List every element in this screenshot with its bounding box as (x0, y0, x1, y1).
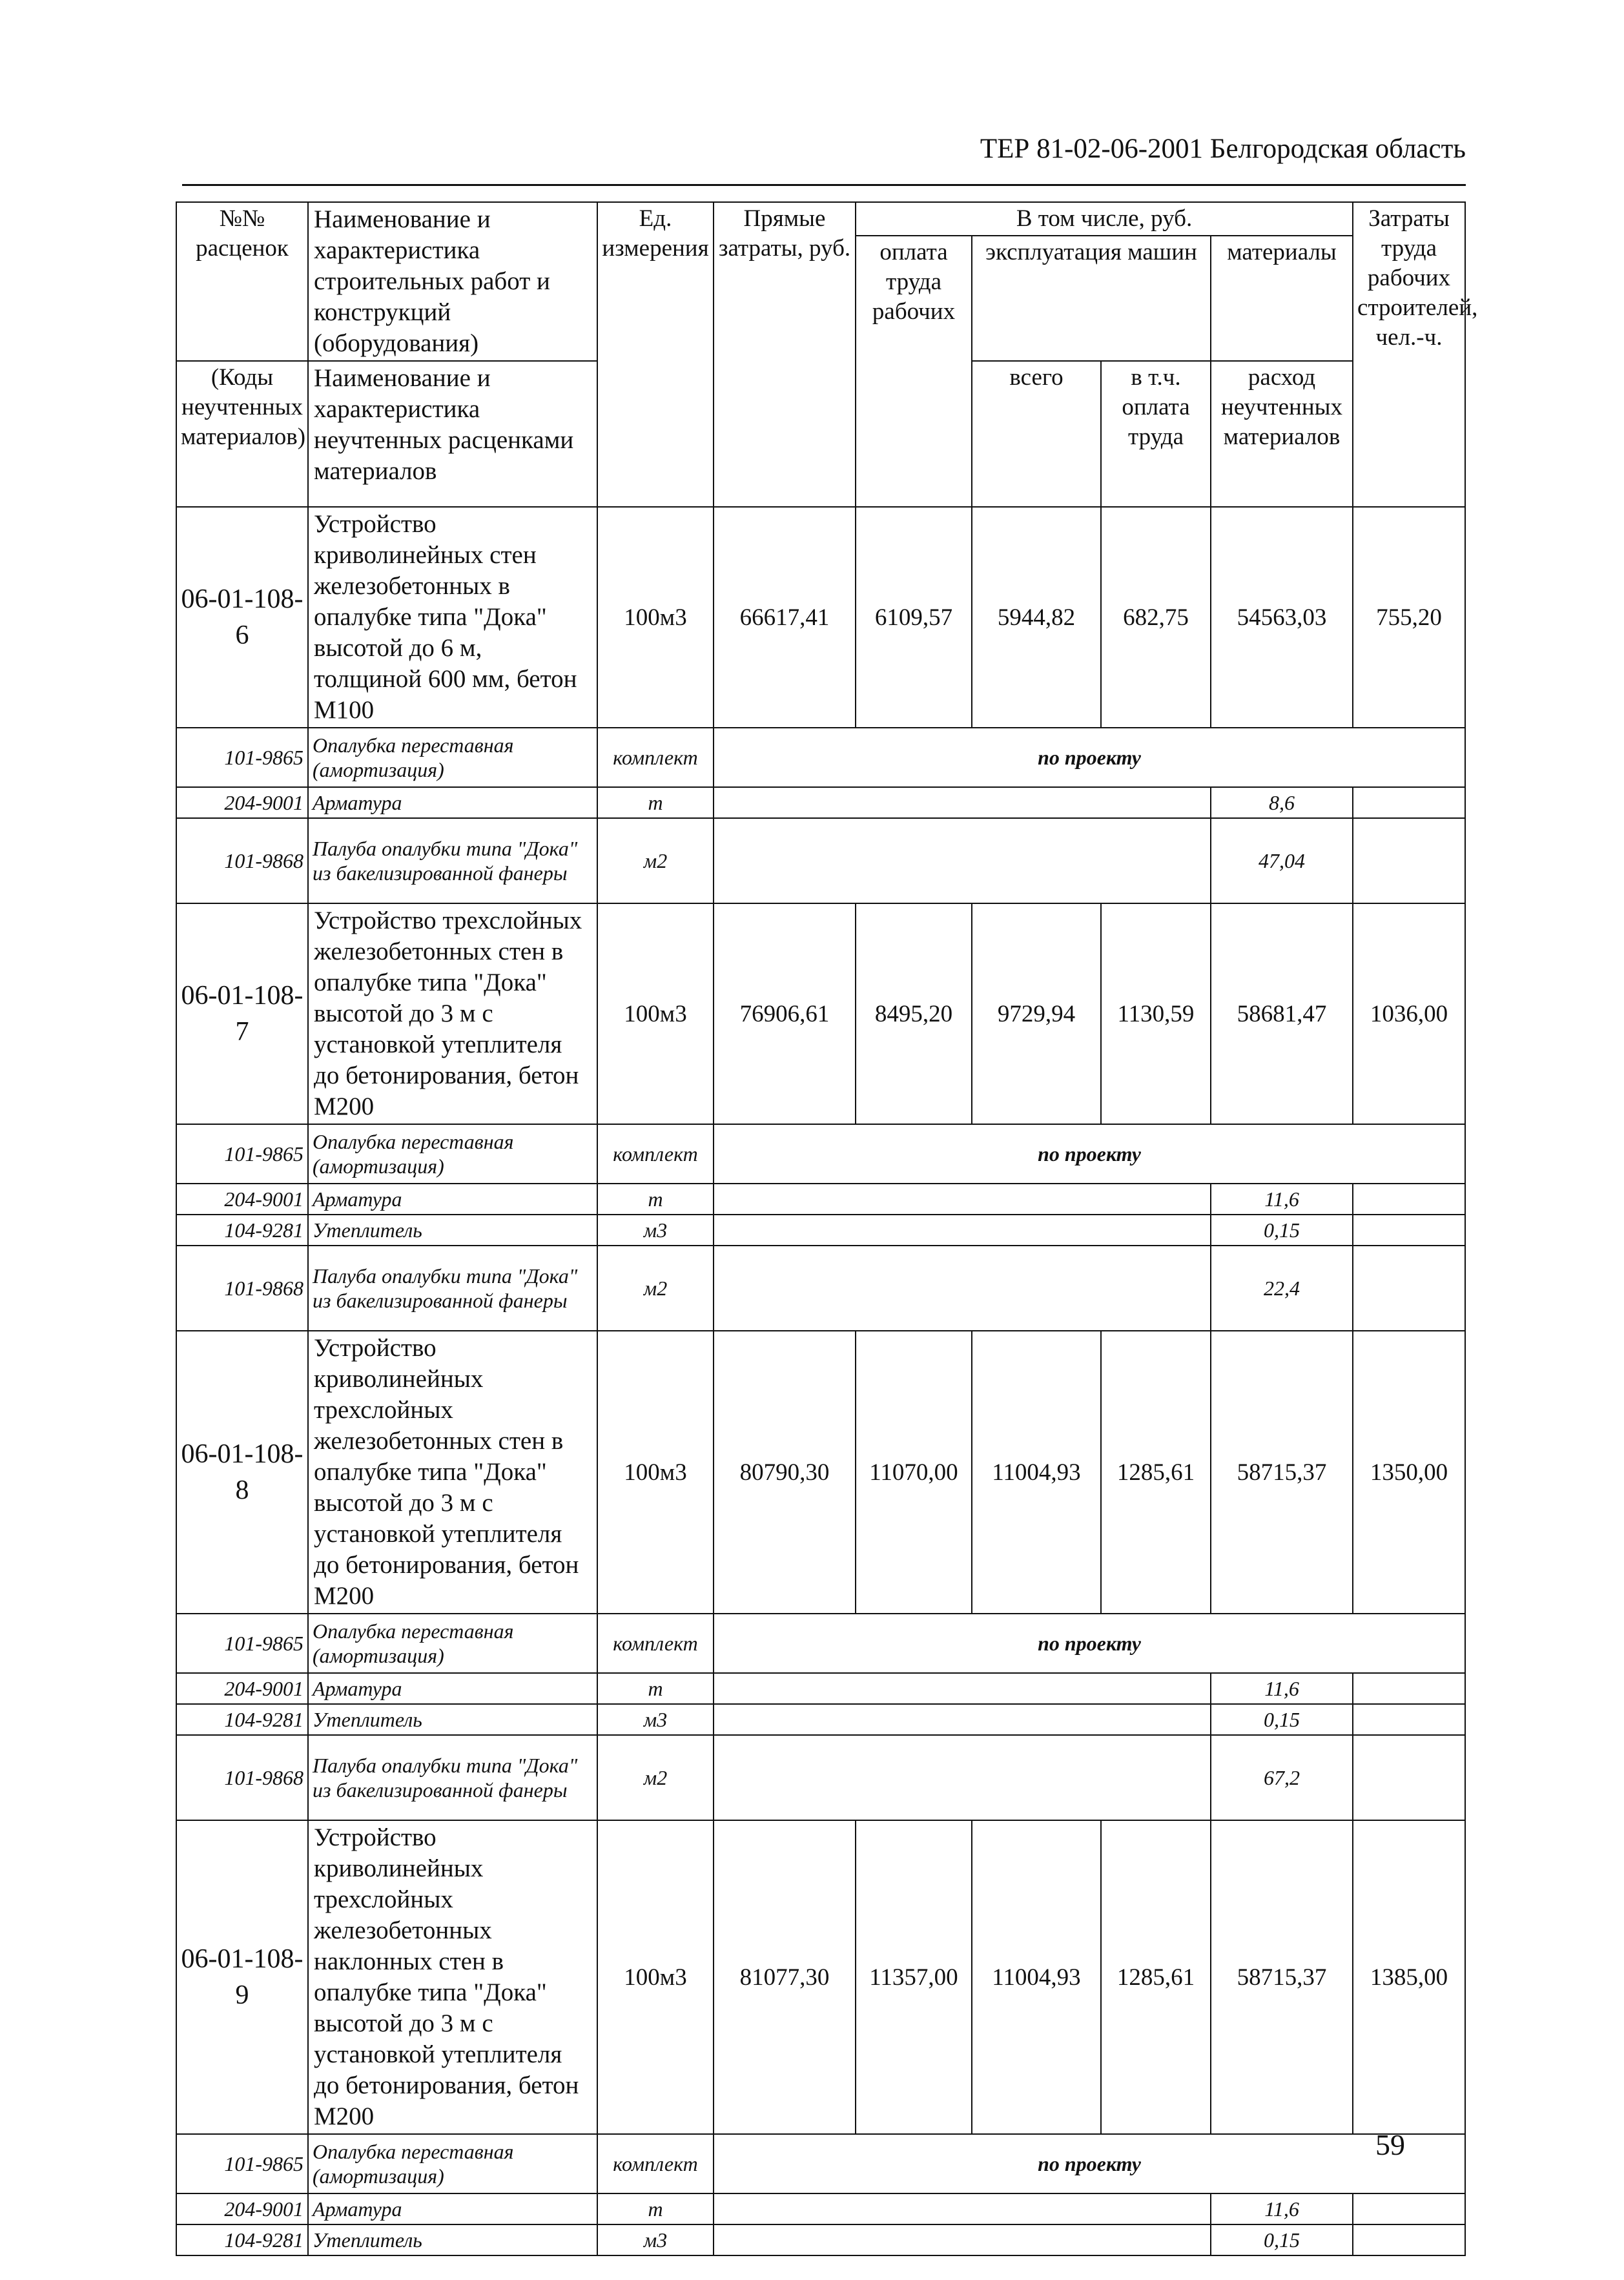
material-row (176, 2224, 1465, 2255)
material-labor-empty (1353, 1246, 1465, 1331)
material-per-project: по проекту (714, 728, 1465, 787)
material-row (176, 1673, 1465, 1704)
header-name-sub: Наименование и характеристика неучтенных расценками материалов (308, 361, 597, 507)
header-including: В том числе, руб. (856, 202, 1353, 236)
rate-name: Устройство криволинейных трехслойных железобетонных стен в опалубке типа "Дока" высотой до 3 м с установкой утеплителя до бетонирования, бетон М200 (308, 1331, 597, 1614)
material-quantity: 0,15 (1211, 2224, 1353, 2255)
material-quantity: 67,2 (1211, 1735, 1353, 1820)
material-unit: т (597, 2193, 714, 2224)
material-unit: комплект (597, 1124, 714, 1184)
material-code: 204-9001 (176, 1184, 308, 1215)
rate-name: Устройство криволинейных трехслойных железобетонных наклонных стен в опалубке типа "Дока" высотой до 3 м с установкой утеплителя до бетонирования, бетон М200 (308, 1820, 597, 2134)
rate-code: 06-01-108-7 (176, 903, 308, 1124)
material-empty-cell (714, 1215, 1211, 1246)
material-unit: т (597, 1184, 714, 1215)
material-name: Арматура (308, 1184, 597, 1215)
rate-labor: 1036,00 (1353, 903, 1465, 1124)
material-quantity: 0,15 (1211, 1704, 1353, 1735)
material-code: 101-9865 (176, 1124, 308, 1184)
material-empty-cell (714, 2224, 1211, 2255)
rate-name: Устройство трехслойных железобетонных стен в опалубке типа "Дока" высотой до 3 м с установкой утеплителя до бетонирования, бетон М200 (308, 903, 597, 1124)
material-code: 104-9281 (176, 1215, 308, 1246)
header-wages: оплата труда рабочих (856, 236, 972, 507)
material-per-project: по проекту (714, 1124, 1465, 1184)
material-name: Палуба опалубки типа "Дока" из бакелизированной фанеры (308, 1246, 597, 1331)
rate-machines-total: 5944,82 (972, 507, 1101, 728)
material-row (176, 1614, 1465, 1673)
material-quantity: 11,6 (1211, 1673, 1353, 1704)
header-code-sub: (Коды неучтенных материалов) (176, 361, 308, 507)
material-quantity: 8,6 (1211, 787, 1353, 818)
rate-row (176, 1820, 1465, 2134)
material-unit: т (597, 787, 714, 818)
rate-direct-costs: 76906,61 (714, 903, 856, 1124)
rate-direct-costs: 81077,30 (714, 1820, 856, 2134)
header-machines: эксплуатация машин (972, 236, 1211, 361)
material-row (176, 2193, 1465, 2224)
header-machines-total: всего (972, 361, 1101, 507)
rate-machines-total: 11004,93 (972, 1331, 1101, 1614)
rate-machines-wages: 1285,61 (1101, 1820, 1211, 2134)
rate-code: 06-01-108-6 (176, 507, 308, 728)
material-unit: комплект (597, 728, 714, 787)
header-unit: Ед. измерения (597, 202, 714, 507)
rate-wages: 6109,57 (856, 507, 972, 728)
rate-machines-wages: 682,75 (1101, 507, 1211, 728)
rate-unit: 100м3 (597, 507, 714, 728)
material-unit: комплект (597, 2134, 714, 2193)
material-row (176, 1124, 1465, 1184)
material-name: Опалубка переставная (амортизация) (308, 1614, 597, 1673)
rate-direct-costs: 80790,30 (714, 1331, 856, 1614)
header-machines-wages: в т.ч. оплата труда (1101, 361, 1211, 507)
material-labor-empty (1353, 787, 1465, 818)
header-name: Наименование и характеристика строительных работ и конструкций (оборудования) (308, 202, 597, 361)
material-labor-empty (1353, 2224, 1465, 2255)
material-row (176, 728, 1465, 787)
header-code: №№ расценок (176, 202, 308, 361)
material-row (176, 1735, 1465, 1820)
running-header: ТЕР 81-02-06-2001 Белгородская область (980, 134, 1466, 164)
material-per-project: по проекту (714, 2134, 1465, 2193)
material-code: 101-9865 (176, 728, 308, 787)
material-name: Арматура (308, 787, 597, 818)
rate-wages: 8495,20 (856, 903, 972, 1124)
material-name: Арматура (308, 1673, 597, 1704)
material-quantity: 22,4 (1211, 1246, 1353, 1331)
rate-row (176, 507, 1465, 728)
material-unit: м2 (597, 818, 714, 903)
material-empty-cell (714, 1673, 1211, 1704)
rate-wages: 11070,00 (856, 1331, 972, 1614)
material-empty-cell (714, 1246, 1211, 1331)
page-number: 59 (1375, 2128, 1405, 2161)
material-quantity: 0,15 (1211, 1215, 1353, 1246)
material-quantity: 11,6 (1211, 1184, 1353, 1215)
material-code: 101-9865 (176, 1614, 308, 1673)
material-labor-empty (1353, 1215, 1465, 1246)
material-empty-cell (714, 818, 1211, 903)
material-code: 104-9281 (176, 2224, 308, 2255)
rate-wages: 11357,00 (856, 1820, 972, 2134)
material-empty-cell (714, 1735, 1211, 1820)
header-labor: Затраты труда рабочих строителей, чел.-ч. (1353, 202, 1465, 507)
rate-machines-wages: 1130,59 (1101, 903, 1211, 1124)
material-code: 101-9868 (176, 1735, 308, 1820)
material-name: Палуба опалубки типа "Дока" из бакелизированной фанеры (308, 1735, 597, 1820)
rate-materials: 58715,37 (1211, 1820, 1353, 2134)
rate-materials: 58681,47 (1211, 903, 1353, 1124)
material-per-project: по проекту (714, 1614, 1465, 1673)
rate-labor: 755,20 (1353, 507, 1465, 728)
header-rule (182, 184, 1466, 186)
rate-direct-costs: 66617,41 (714, 507, 856, 728)
rate-row (176, 903, 1465, 1124)
material-code: 101-9868 (176, 1246, 308, 1331)
material-labor-empty (1353, 1704, 1465, 1735)
material-empty-cell (714, 1704, 1211, 1735)
material-unit: м2 (597, 1246, 714, 1331)
material-empty-cell (714, 2193, 1211, 2224)
material-labor-empty (1353, 1673, 1465, 1704)
material-quantity: 47,04 (1211, 818, 1353, 903)
material-row (176, 1184, 1465, 1215)
material-name: Опалубка переставная (амортизация) (308, 2134, 597, 2193)
rate-code: 06-01-108-8 (176, 1331, 308, 1614)
rate-labor: 1350,00 (1353, 1331, 1465, 1614)
rate-row (176, 1331, 1465, 1614)
rate-labor: 1385,00 (1353, 1820, 1465, 2134)
material-code: 204-9001 (176, 1673, 308, 1704)
material-quantity: 11,6 (1211, 2193, 1353, 2224)
rate-code: 06-01-108-9 (176, 1820, 308, 2134)
header-materials-sub: расход неучтенных материалов (1211, 361, 1353, 507)
material-unit: т (597, 1673, 714, 1704)
rate-machines-total: 9729,94 (972, 903, 1101, 1124)
material-labor-empty (1353, 1735, 1465, 1820)
material-row (176, 1215, 1465, 1246)
rate-materials: 54563,03 (1211, 507, 1353, 728)
material-unit: м2 (597, 1735, 714, 1820)
material-code: 204-9001 (176, 2193, 308, 2224)
material-labor-empty (1353, 1184, 1465, 1215)
material-code: 204-9001 (176, 787, 308, 818)
material-row (176, 787, 1465, 818)
rate-unit: 100м3 (597, 1820, 714, 2134)
material-labor-empty (1353, 818, 1465, 903)
material-unit: м3 (597, 2224, 714, 2255)
material-unit: м3 (597, 1704, 714, 1735)
material-name: Опалубка переставная (амортизация) (308, 1124, 597, 1184)
material-labor-empty (1353, 2193, 1465, 2224)
material-name: Утеплитель (308, 2224, 597, 2255)
material-name: Арматура (308, 2193, 597, 2224)
rate-name: Устройство криволинейных стен железобетонных в опалубке типа "Дока" высотой до 6 м, толщиной 600 мм, бетон М100 (308, 507, 597, 728)
material-name: Палуба опалубки типа "Дока" из бакелизированной фанеры (308, 818, 597, 903)
material-name: Утеплитель (308, 1704, 597, 1735)
material-row (176, 2134, 1465, 2193)
material-row (176, 818, 1465, 903)
header-direct-costs: Прямые затраты, руб. (714, 202, 856, 507)
rates-table (176, 201, 1478, 2256)
material-empty-cell (714, 787, 1211, 818)
material-code: 101-9868 (176, 818, 308, 903)
rate-machines-total: 11004,93 (972, 1820, 1101, 2134)
rate-unit: 100м3 (597, 903, 714, 1124)
header-materials: материалы (1211, 236, 1353, 361)
material-unit: комплект (597, 1614, 714, 1673)
rate-unit: 100м3 (597, 1331, 714, 1614)
material-name: Опалубка переставная (амортизация) (308, 728, 597, 787)
material-name: Утеплитель (308, 1215, 597, 1246)
rate-machines-wages: 1285,61 (1101, 1331, 1211, 1614)
material-row (176, 1704, 1465, 1735)
rate-materials: 58715,37 (1211, 1331, 1353, 1614)
material-code: 104-9281 (176, 1704, 308, 1735)
material-unit: м3 (597, 1215, 714, 1246)
material-row (176, 1246, 1465, 1331)
material-code: 101-9865 (176, 2134, 308, 2193)
material-empty-cell (714, 1184, 1211, 1215)
